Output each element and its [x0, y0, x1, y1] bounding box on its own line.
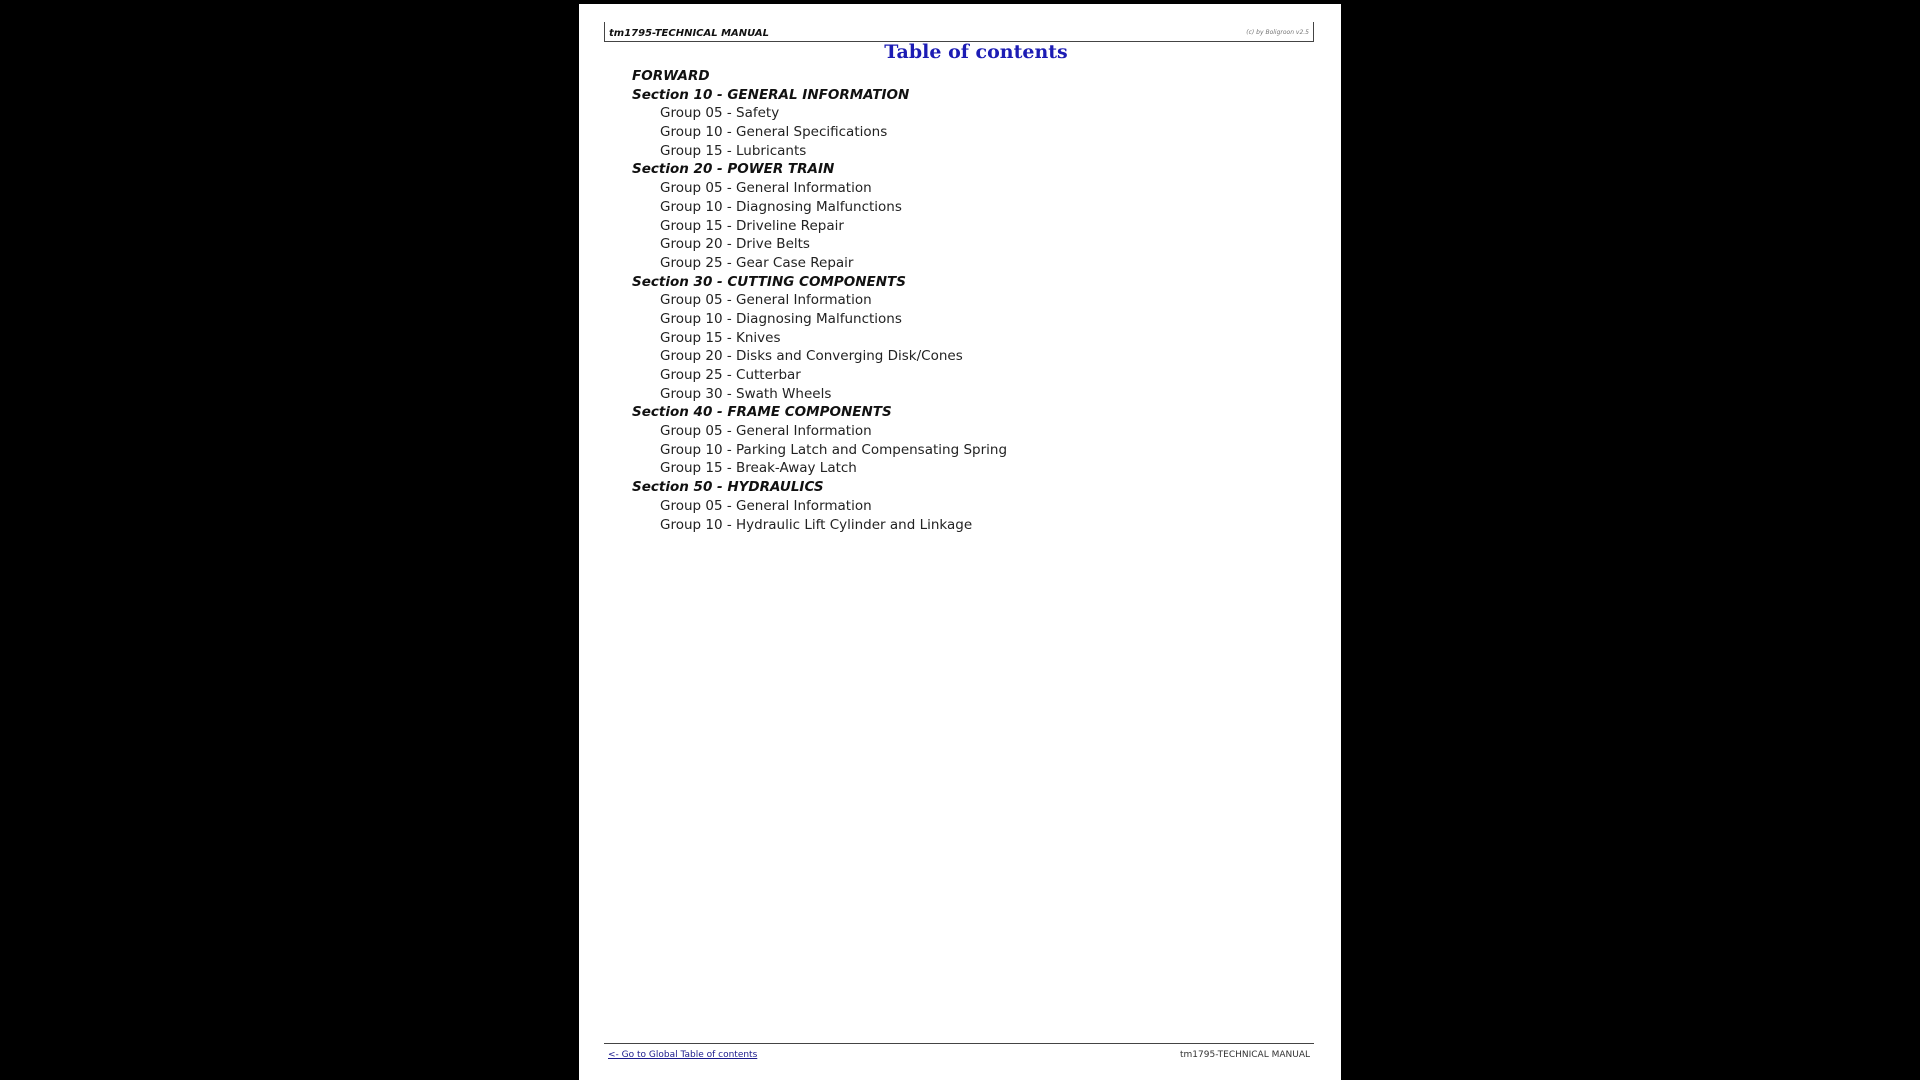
page-footer	[604, 1043, 1314, 1063]
toc-group-entry[interactable]: Group 15 - Knives	[660, 329, 781, 346]
toc-list	[632, 67, 1007, 534]
toc-group-entry[interactable]: Group 05 - Safety	[660, 105, 780, 122]
toc-group-entry[interactable]: Group 15 - Lubricants	[660, 142, 807, 159]
toc-group-entry[interactable]: Group 05 - General Information	[660, 180, 872, 197]
toc-group-entry[interactable]: Group 10 - Hydraulic Lift Cylinder and Linkage	[660, 516, 973, 533]
toc-group-entry[interactable]: Group 25 - Gear Case Repair	[660, 254, 854, 271]
toc-group-entry[interactable]: Group 20 - Disks and Converging Disk/Cones	[660, 348, 963, 365]
toc-group-entry[interactable]: Group 15 - Driveline Repair	[660, 217, 844, 234]
toc-section-entry[interactable]: Section 40 - FRAME COMPONENTS	[632, 404, 892, 421]
header-copyright: (c) by Boligroon v2.5	[1246, 29, 1309, 36]
toc-group-entry[interactable]: Group 05 - General Information	[660, 292, 872, 309]
toc-section-entry[interactable]: Section 30 - CUTTING COMPONENTS	[632, 273, 906, 290]
toc-group-entry[interactable]: Group 20 - Drive Belts	[660, 236, 810, 253]
header-manual-title: tm1795-TECHNICAL MANUAL	[609, 28, 769, 39]
toc-group-entry[interactable]: Group 05 - General Information	[660, 423, 872, 440]
toc-group-entry[interactable]: Group 10 - General Specifications	[660, 124, 888, 141]
toc-group-entry[interactable]: Group 10 - Diagnosing Malfunctions	[660, 198, 902, 215]
toc-section-entry[interactable]: Section 20 - POWER TRAIN	[632, 161, 835, 178]
page-title: Table of contents	[884, 41, 1068, 63]
global-toc-link[interactable]: <- Go to Global Table of contents	[608, 1050, 758, 1060]
page-header	[604, 22, 1314, 42]
toc-group-entry[interactable]: Group 10 - Parking Latch and Compensating Spring	[660, 441, 1008, 458]
toc-group-entry[interactable]: Group 10 - Diagnosing Malfunctions	[660, 310, 902, 327]
toc-section-entry[interactable]: Section 50 - HYDRAULICS	[632, 479, 824, 496]
toc-group-entry[interactable]: Group 15 - Break-Away Latch	[660, 460, 857, 477]
toc-group-entry[interactable]: Group 25 - Cutterbar	[660, 367, 801, 383]
toc-group-entry[interactable]: Group 30 - Swath Wheels	[660, 385, 832, 402]
toc-group-entry[interactable]: Group 05 - General Information	[660, 497, 872, 514]
footer-manual-title: tm1795-TECHNICAL MANUAL	[1180, 1050, 1310, 1060]
toc-section-entry[interactable]: Section 10 - GENERAL INFORMATION	[632, 86, 910, 103]
document-page	[579, 4, 1341, 1080]
toc-section-entry[interactable]: FORWARD	[632, 68, 710, 84]
